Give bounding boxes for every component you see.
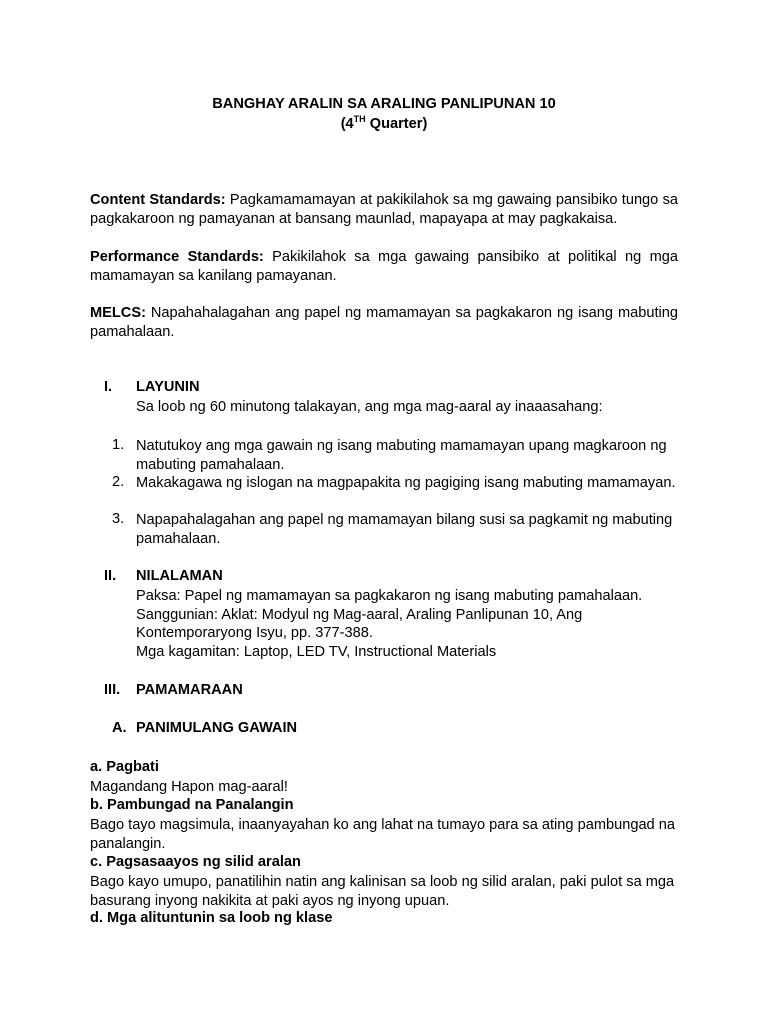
objective-number: 1. (112, 437, 125, 453)
section-heading-nilalaman: NILALAMAN (136, 568, 223, 584)
section-heading-pamamaraan: PAMAMARAAN (136, 682, 243, 698)
layunin-intro: Sa loob ng 60 minutong talakayan, ang mga mag-aaral ay inaaasahang: (136, 399, 603, 415)
quarter-close: Quarter) (365, 116, 428, 132)
nilalaman-kagamitan: Mga kagamitan: Laptop, LED TV, Instructional Materials (136, 644, 497, 660)
performance-standards-label: Performance Standards: (90, 249, 264, 265)
objective-text: Natutukoy ang mga gawain ng isang mabuting mamamayan upang magkaroon ng mabuting pamahalaan. (136, 438, 667, 473)
step-label: a. Pagbati (90, 759, 159, 775)
objective-number: 2. (112, 474, 125, 490)
content-standards-label: Content Standards: (90, 192, 226, 208)
section-numeral-1: I. (104, 379, 113, 395)
quarter-label (0, 116, 768, 132)
melcs-label: MELCS: (90, 305, 146, 321)
performance-standards-text: Pakikilahok sa mga gawaing pansibiko at politikal ng mga mamamayan sa kanilang pamayanan. (90, 249, 678, 284)
subsection-heading: PANIMULANG GAWAIN (136, 720, 298, 736)
section-heading-layunin: LAYUNIN (136, 379, 200, 395)
objective-number: 3. (112, 511, 125, 527)
step-text: Bago kayo umupo, panatilihin natin ang kalinisan sa loob ng silid aralan, paki pulot sa mga basurang inyong nakikita at paki ayos ng inyong upuan. (90, 874, 675, 909)
subsection-letter: A. (112, 720, 127, 736)
step-label: c. Pagsasaayos ng silid aralan (90, 854, 301, 870)
objective-text: Makakagawa ng islogan na magpapakita ng pagiging isang mabuting mamamayan. (136, 475, 676, 491)
performance-standards (90, 248, 678, 285)
step-label: b. Pambungad na Panalangin (90, 797, 294, 813)
document-title: BANGHAY ARALIN SA ARALING PANLIPUNAN 10 (212, 96, 556, 112)
nilalaman-sanggunian-2: Kontemporaryong Isyu, pp. 377-388. (136, 625, 373, 641)
nilalaman-paksa: Paksa: Papel ng mamamayan sa pagkakaron ng isang mabuting pamahalaan. (136, 588, 643, 604)
objective-text: Napapahalagahan ang papel ng mamamayan bilang susi sa pagkamit ng mabuting pamahalaan. (136, 512, 673, 547)
content-standards-text: Pagkamamamayan at pakikilahok sa mg gawaing pansibiko tungo sa pagkakaroon ng pamayanan at bansang maunlad, mapayapa at may pagkakaisa. (90, 192, 678, 227)
step-text: Bago tayo magsimula, inaanyayahan ko ang lahat na tumayo para sa ating pambungad na panalangin. (90, 817, 675, 852)
quarter-sup: TH (353, 114, 366, 125)
melcs (90, 304, 678, 341)
quarter-open: (4 (340, 116, 354, 132)
section-numeral-3: III. (104, 682, 121, 698)
nilalaman-sanggunian-1: Sanggunian: Aklat: Modyul ng Mag-aaral, Araling Panlipunan 10, Ang (136, 607, 583, 623)
melcs-text: Napahahalagahan ang papel ng mamamayan sa pagkakaron ng isang mabuting pamahalaan. (90, 305, 678, 340)
step-label: d. Mga alituntunin sa loob ng klase (90, 910, 333, 926)
step-text: Magandang Hapon mag-aaral! (90, 779, 288, 795)
content-standards (90, 191, 678, 228)
section-numeral-2: II. (104, 568, 117, 584)
